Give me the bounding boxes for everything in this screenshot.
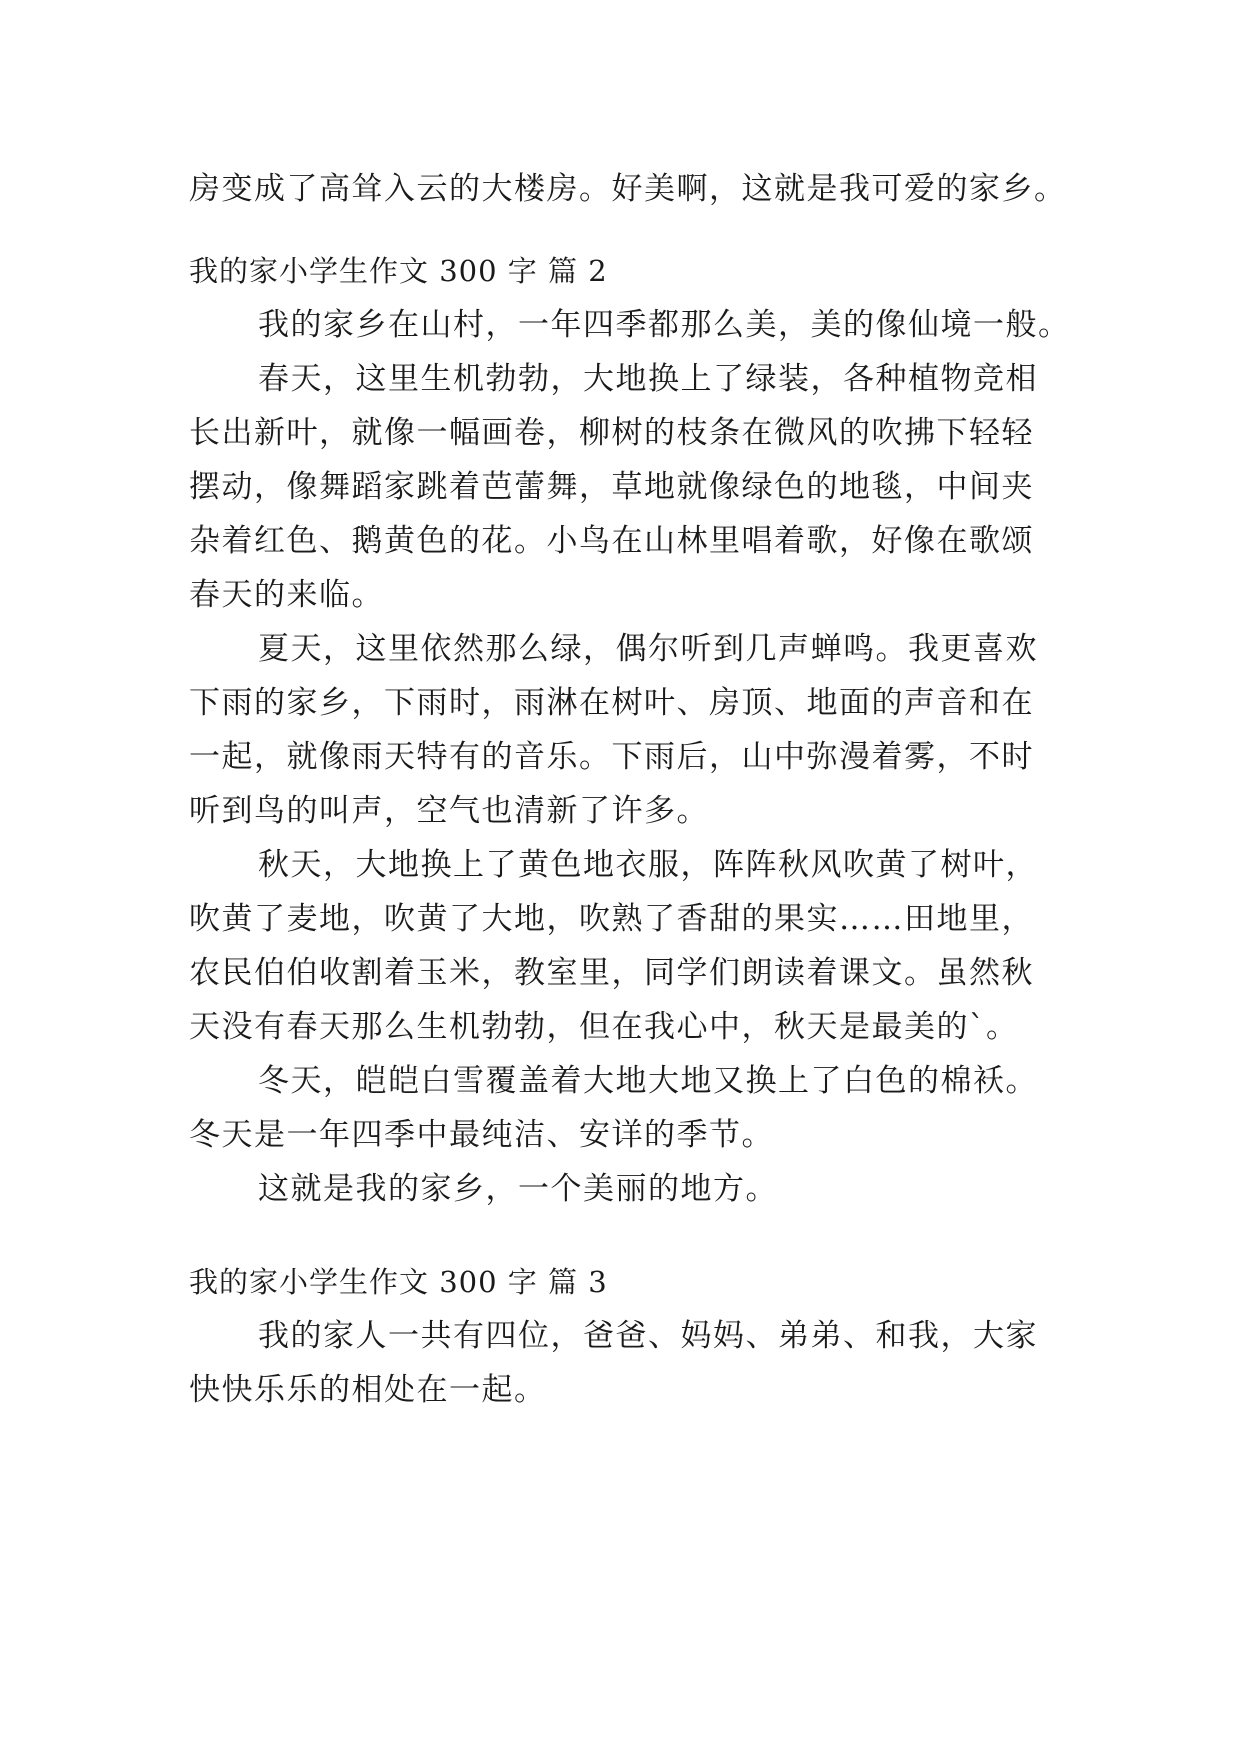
paragraph-line: 我的家人一共有四位，爸爸、妈妈、弟弟、和我，大家 [258, 1318, 1038, 1354]
section-heading-3: 我的家小学生作文 300 字 篇 3 [189, 1265, 608, 1299]
paragraph-line: 长出新叶，就像一幅画卷，柳树的枝条在微风的吹拂下轻轻 [189, 415, 1034, 451]
intro-tail-line: 房变成了高耸入云的大楼房。好美啊，这就是我可爱的家乡。 [189, 171, 1067, 207]
paragraph-line: 一起，就像雨天特有的音乐。下雨后，山中弥漫着雾，不时 [189, 739, 1034, 775]
paragraph-line: 冬天是一年四季中最纯洁、安详的季节。 [189, 1117, 774, 1153]
paragraph-line: 我的家乡在山村，一年四季都那么美，美的像仙境一般。 [258, 307, 1071, 343]
paragraph-line: 听到鸟的叫声，空气也清新了许多。 [189, 793, 709, 829]
paragraph-line: 吹黄了麦地，吹黄了大地，吹熟了香甜的果实……田地里， [189, 901, 1034, 937]
paragraph-line: 快快乐乐的相处在一起。 [189, 1372, 547, 1408]
paragraph-line: 春天的来临。 [189, 577, 384, 613]
section-heading-2: 我的家小学生作文 300 字 篇 2 [189, 254, 608, 288]
paragraph-line: 天没有春天那么生机勃勃，但在我心中，秋天是最美的`。 [189, 1009, 1019, 1045]
paragraph-line: 下雨的家乡，下雨时，雨淋在树叶、房顶、地面的声音和在 [189, 685, 1034, 721]
paragraph-line: 杂着红色、鹅黄色的花。小鸟在山林里唱着歌，好像在歌颂 [189, 523, 1034, 559]
paragraph-line: 这就是我的家乡，一个美丽的地方。 [258, 1171, 778, 1207]
paragraph-line: 夏天，这里依然那么绿，偶尔听到几声蝉鸣。我更喜欢 [258, 631, 1038, 667]
paragraph-line: 农民伯伯收割着玉米，教室里，同学们朗读着课文。虽然秋 [189, 955, 1034, 991]
paragraph-line: 秋天，大地换上了黄色地衣服，阵阵秋风吹黄了树叶， [258, 847, 1038, 883]
paragraph-line: 春天，这里生机勃勃，大地换上了绿装，各种植物竞相 [258, 361, 1038, 397]
paragraph-line: 摆动，像舞蹈家跳着芭蕾舞，草地就像绿色的地毯，中间夹 [189, 469, 1034, 505]
paragraph-line: 冬天，皑皑白雪覆盖着大地大地又换上了白色的棉袄。 [258, 1063, 1038, 1099]
